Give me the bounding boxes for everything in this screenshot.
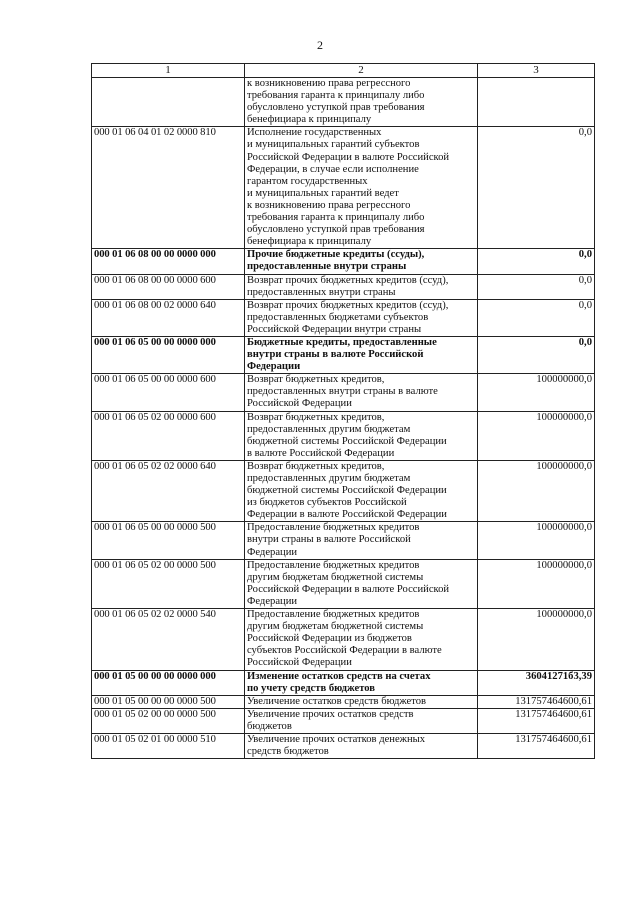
column-header-amount: 3 xyxy=(478,64,595,78)
description-cell: Бюджетные кредиты, предоставленные внутри страны в валюте Российской Федерации xyxy=(245,336,478,373)
table-row xyxy=(92,78,595,127)
description-cell: Предоставление бюджетных кредитов другим бюджетам бюджетной системы Российской Федерации из бюджетов субъектов Российской Федерации в валюте Российской Федерации xyxy=(245,609,478,670)
table-row xyxy=(92,374,595,411)
amount-cell: 0,0 xyxy=(478,249,595,274)
budget-code-cell: 000 01 05 00 00 00 0000 000 xyxy=(92,670,245,695)
amount-cell: 100000000,0 xyxy=(478,374,595,411)
table-row xyxy=(92,249,595,274)
table-row xyxy=(92,559,595,608)
budget-code-cell: 000 01 06 08 00 02 0000 640 xyxy=(92,299,245,336)
budget-code-cell xyxy=(92,78,245,127)
table-row xyxy=(92,127,595,249)
amount-cell: 100000000,0 xyxy=(478,411,595,460)
description-cell: Возврат бюджетных кредитов, предоставленных внутри страны в валюте Российской Федерации xyxy=(245,374,478,411)
budget-code-cell: 000 01 05 02 01 00 0000 510 xyxy=(92,733,245,758)
description-cell: Возврат бюджетных кредитов, предоставленных другим бюджетам бюджетной системы Российской Федерации в валюте Российской Федерации xyxy=(245,411,478,460)
column-header-name: 2 xyxy=(245,64,478,78)
budget-code-cell: 000 01 05 00 00 00 0000 500 xyxy=(92,695,245,708)
budget-code-cell: 000 01 06 05 02 00 0000 600 xyxy=(92,411,245,460)
table-row xyxy=(92,299,595,336)
description-cell: Возврат прочих бюджетных кредитов (ссуд), предоставленных внутри страны xyxy=(245,274,478,299)
description-cell: Возврат бюджетных кредитов, предоставленных другим бюджетам бюджетной системы Российской Федерации из бюджетов субъектов Российской Федерации в валюте Российской Федерации xyxy=(245,460,478,521)
amount-cell: 36041271б3,39 xyxy=(478,670,595,695)
amount-cell xyxy=(478,78,595,127)
amount-cell: 0,0 xyxy=(478,274,595,299)
description-cell: Исполнение государственных и муниципальных гарантий субъектов Российской Федерации в валюте Российской Федерации, в случае если исполнение гарантом государственных и муниципальных гарантий ведет к возникновению права регрессного требования гаранта к принципалу либо обусловлено уступкой прав требования бенефициара к принципалу xyxy=(245,127,478,249)
amount-cell: 100000000,0 xyxy=(478,522,595,559)
amount-cell: 131757464600,61 xyxy=(478,733,595,758)
description-cell: Увеличение прочих остатков денежных средств бюджетов xyxy=(245,733,478,758)
table-row xyxy=(92,274,595,299)
amount-cell: 100000000,0 xyxy=(478,559,595,608)
table-header-row xyxy=(92,64,595,78)
page-number: 2 xyxy=(317,38,323,52)
column-header-code: 1 xyxy=(92,64,245,78)
budget-code-cell: 000 01 06 08 00 00 0000 000 xyxy=(92,249,245,274)
budget-code-cell: 000 01 06 08 00 00 0000 600 xyxy=(92,274,245,299)
description-cell: Предоставление бюджетных кредитов внутри страны в валюте Российской Федерации xyxy=(245,522,478,559)
description-cell: Увеличение остатков средств бюджетов xyxy=(245,695,478,708)
description-cell: Увеличение прочих остатков средств бюджетов xyxy=(245,708,478,733)
budget-code-cell: 000 01 06 05 02 02 0000 640 xyxy=(92,460,245,521)
table-row xyxy=(92,708,595,733)
amount-cell: 0,0 xyxy=(478,127,595,249)
table-row xyxy=(92,733,595,758)
table-row xyxy=(92,460,595,521)
table-row xyxy=(92,336,595,373)
table-row xyxy=(92,695,595,708)
amount-cell: 131757464600,61 xyxy=(478,695,595,708)
budget-code-cell: 000 01 06 05 02 02 0000 540 xyxy=(92,609,245,670)
budget-code-cell: 000 01 06 05 02 00 0000 500 xyxy=(92,559,245,608)
budget-code-cell: 000 01 06 04 01 02 0000 810 xyxy=(92,127,245,249)
amount-cell: 131757464600,61 xyxy=(478,708,595,733)
description-cell: Предоставление бюджетных кредитов другим бюджетам бюджетной системы Российской Федерации в валюте Российской Федерации xyxy=(245,559,478,608)
budget-sources-table xyxy=(91,63,595,759)
budget-code-cell: 000 01 06 05 00 00 0000 600 xyxy=(92,374,245,411)
description-cell: Прочие бюджетные кредиты (ссуды), предоставленные внутри страны xyxy=(245,249,478,274)
budget-code-cell: 000 01 05 02 00 00 0000 500 xyxy=(92,708,245,733)
table-row xyxy=(92,609,595,670)
description-cell: Возврат прочих бюджетных кредитов (ссуд), предоставленных бюджетами субъектов Российской Федерации внутри страны xyxy=(245,299,478,336)
budget-code-cell: 000 01 06 05 00 00 0000 000 xyxy=(92,336,245,373)
amount-cell: 0,0 xyxy=(478,336,595,373)
amount-cell: 100000000,0 xyxy=(478,460,595,521)
description-cell: Изменение остатков средств на счетах по учету средств бюджетов xyxy=(245,670,478,695)
table-row xyxy=(92,411,595,460)
budget-code-cell: 000 01 06 05 00 00 0000 500 xyxy=(92,522,245,559)
table-row xyxy=(92,670,595,695)
description-cell: к возникновению права регрессного требования гаранта к принципалу либо обусловлено уступкой прав требования бенефициара к принципалу xyxy=(245,78,478,127)
amount-cell: 100000000,0 xyxy=(478,609,595,670)
amount-cell: 0,0 xyxy=(478,299,595,336)
table-row xyxy=(92,522,595,559)
